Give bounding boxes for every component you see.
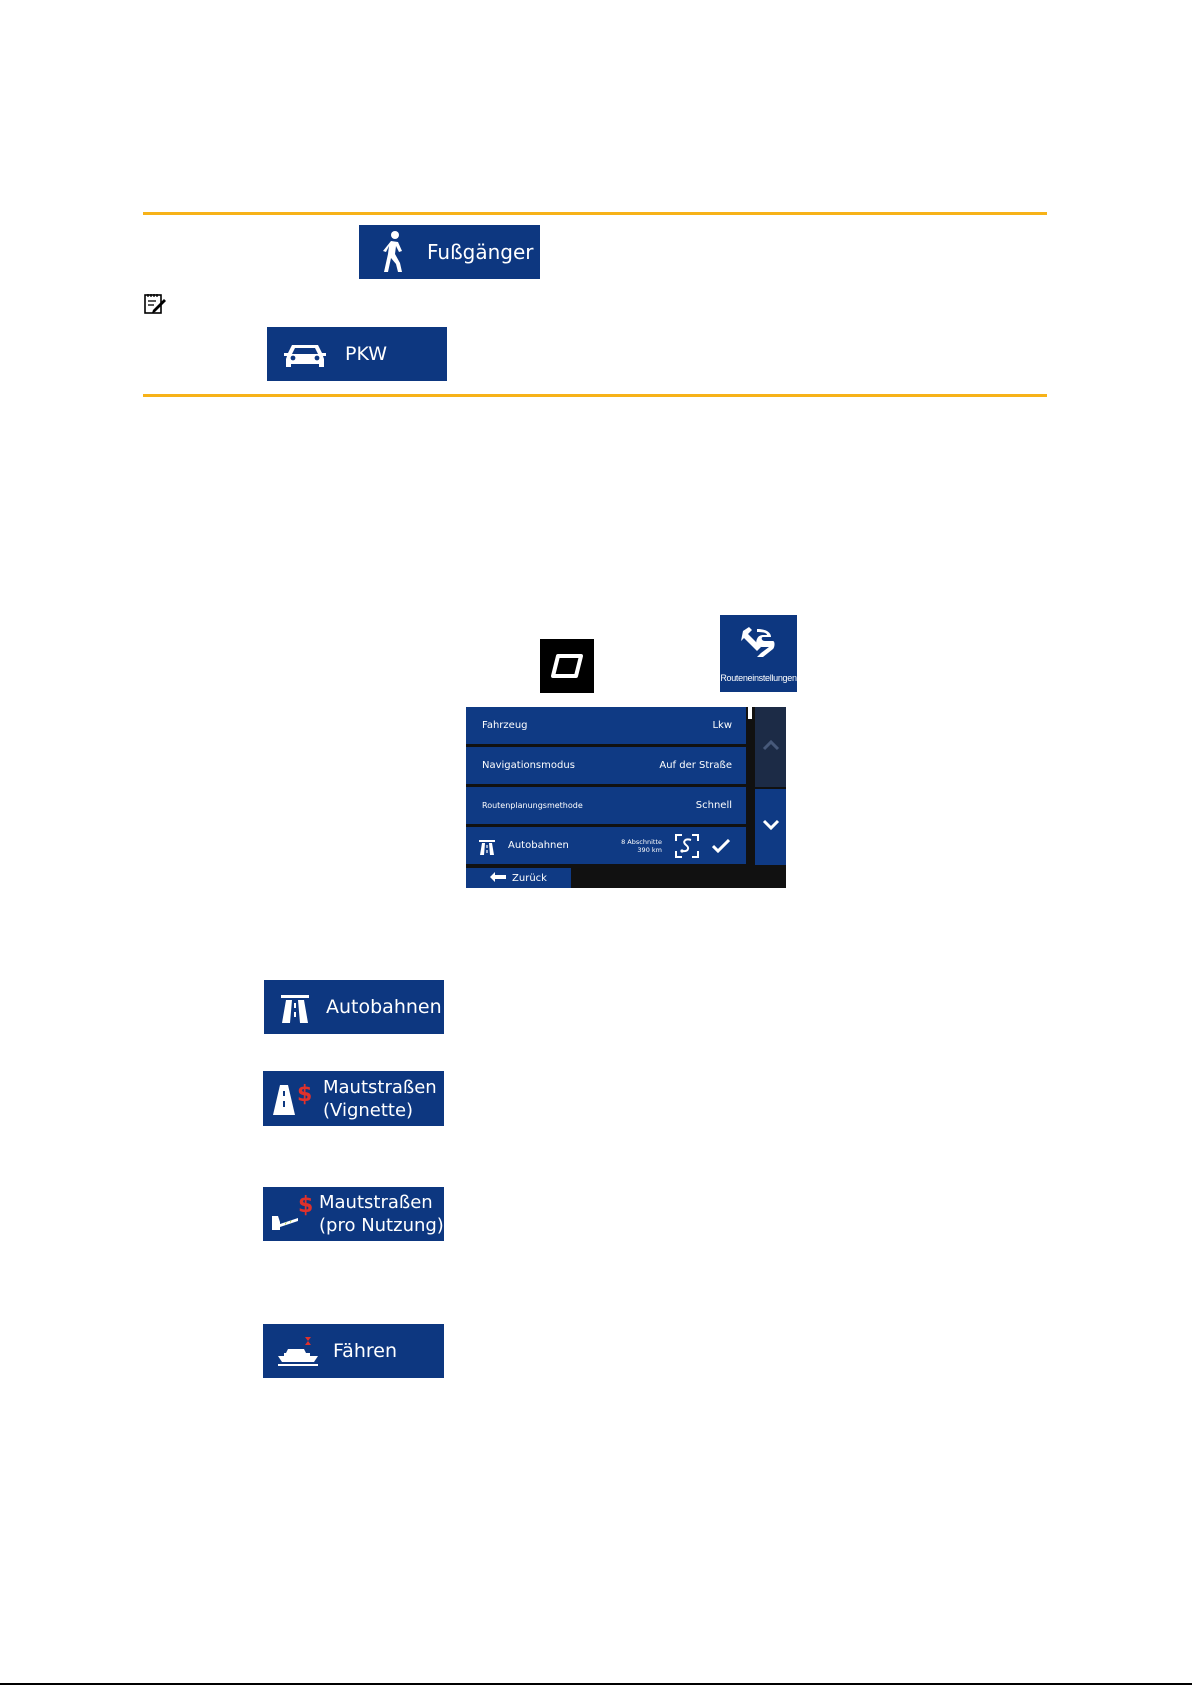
settings-row-value: Schnell <box>695 800 732 811</box>
ferries-button[interactable] <box>263 1324 444 1378</box>
show-on-map-icon[interactable] <box>674 833 700 859</box>
pedestrian-icon <box>359 230 427 274</box>
motorways-button[interactable] <box>264 980 444 1034</box>
back-button[interactable] <box>466 868 571 888</box>
motorways-sections-count: 8 Abschnitte <box>621 837 662 846</box>
settings-row-vehicle[interactable] <box>466 707 746 744</box>
motorways-row-label: Autobahnen <box>508 840 569 851</box>
pedestrian-button[interactable] <box>359 225 540 279</box>
svg-text:$: $ <box>298 1194 314 1218</box>
toll-roads-vignette-label-line1: Mautstraßen <box>323 1076 437 1098</box>
scroll-up-button[interactable] <box>755 707 786 787</box>
settings-row-route-planning-method[interactable] <box>466 787 746 824</box>
route-settings-screen <box>466 707 786 888</box>
checkmark-icon[interactable] <box>712 839 730 853</box>
car-button-label: PKW <box>345 343 388 365</box>
toll-roads-per-use-label-line1: Mautstraßen <box>319 1192 433 1213</box>
ferries-button-label: Fähren <box>333 1340 397 1362</box>
motorways-row-stats <box>620 838 662 854</box>
motorways-button-label: Autobahnen <box>326 996 442 1018</box>
toll-roads-per-use-button[interactable] <box>263 1187 444 1241</box>
car-button[interactable] <box>267 327 447 381</box>
menu-icon[interactable] <box>540 639 594 693</box>
toll-booth-icon <box>263 1194 319 1234</box>
settings-row-label: Fahrzeug <box>482 720 528 731</box>
motorways-distance: 390 km <box>637 845 662 854</box>
settings-row-motorways[interactable] <box>466 827 746 864</box>
ferry-icon <box>263 1335 333 1367</box>
toll-roads-vignette-label-line2: (Vignette) <box>323 1099 414 1121</box>
toll-roads-per-use-label-line2: (pro Nutzung) <box>319 1215 444 1236</box>
motorway-icon <box>478 837 508 855</box>
scroll-down-button[interactable] <box>755 789 786 865</box>
settings-row-label: Navigationsmodus <box>482 760 575 771</box>
settings-row-navigation-mode[interactable] <box>466 747 746 784</box>
toll-roads-vignette-label <box>323 1076 437 1122</box>
chevron-up-icon <box>762 738 780 756</box>
chevron-down-icon <box>762 818 780 836</box>
toll-roads-vignette-button[interactable] <box>263 1071 444 1126</box>
route-settings-label: Routeneinstellungen <box>720 673 797 683</box>
settings-row-label: Routenplanungsmethode <box>482 801 583 810</box>
arrow-left-icon <box>490 872 506 885</box>
svg-text:$: $ <box>297 1081 313 1107</box>
toll-roads-per-use-label <box>319 1191 444 1237</box>
back-button-label: Zurück <box>512 872 547 884</box>
scroll-indicator <box>748 707 752 719</box>
settings-row-value: Auf der Straße <box>659 760 732 771</box>
note-icon <box>143 292 167 316</box>
toll-road-vignette-icon <box>263 1079 323 1119</box>
settings-row-value: Lkw <box>712 720 732 731</box>
car-icon <box>273 337 337 371</box>
motorway-icon <box>264 991 326 1023</box>
note-top-rule <box>143 212 1047 215</box>
note-bottom-rule <box>143 394 1047 397</box>
wrench-route-icon <box>739 625 777 666</box>
pedestrian-button-label: Fußgänger <box>427 240 534 264</box>
route-settings-button[interactable] <box>720 615 797 692</box>
